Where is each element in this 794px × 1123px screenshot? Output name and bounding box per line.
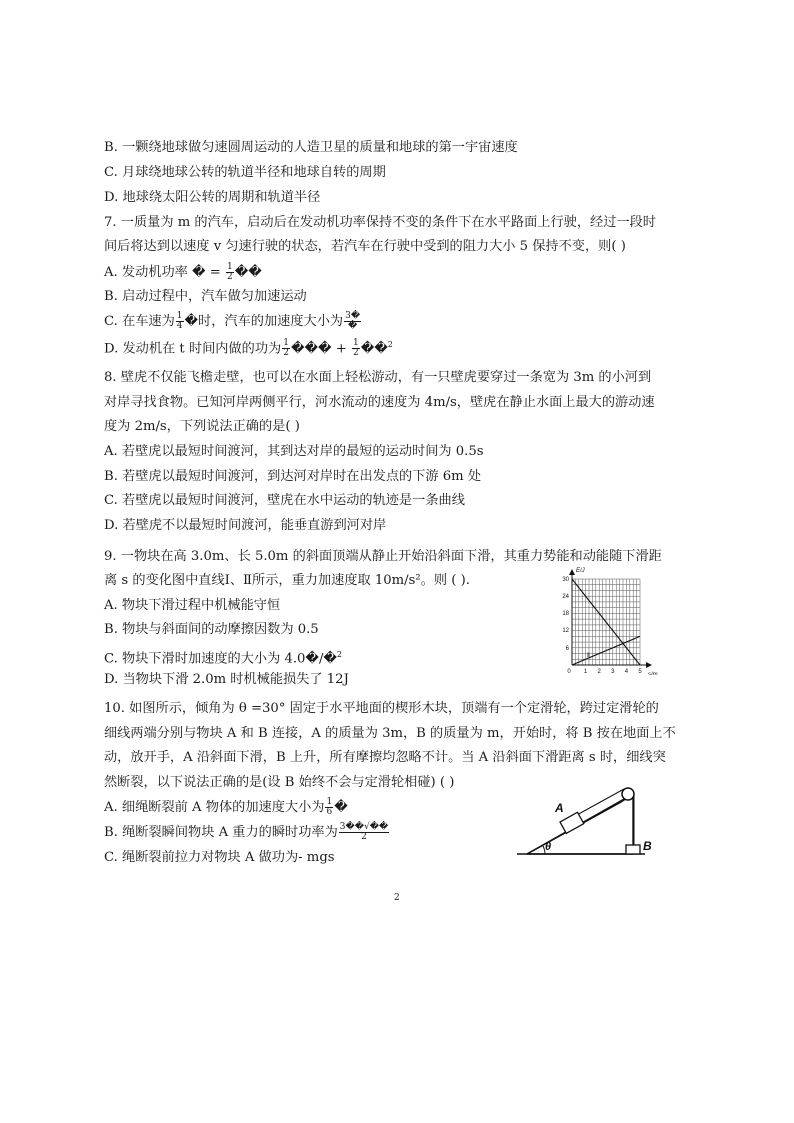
question-9-option-b: B. 物块与斜面间的动摩擦因数为 0.5 bbox=[104, 622, 319, 637]
question-10-option-c: C. 绳断裂前拉力对物块 A 做功为- mgs bbox=[104, 850, 335, 865]
numerator: 1 bbox=[176, 311, 183, 321]
option-a-text: A. 发动机功率 � = bbox=[104, 265, 225, 280]
fraction-power bbox=[339, 823, 389, 842]
option-c-text: C. 物块下滑时加速度的大小为 4.0�/� bbox=[104, 651, 337, 667]
numerator: 1 bbox=[227, 262, 233, 272]
y-tick-label: 24 bbox=[562, 594, 569, 600]
numerator: 3� bbox=[345, 311, 361, 321]
question-6-option-d: D. 地球绕太阳公转的周期和轨道半径 bbox=[104, 190, 321, 205]
x-tick-label: 2 bbox=[597, 669, 601, 675]
option-a-tail: � bbox=[334, 800, 348, 815]
denominator: 2 bbox=[361, 832, 367, 842]
question-8-option-d: D. 若壁虎不以最短时间渡河，能垂直游到河对岸 bbox=[104, 518, 387, 533]
question-8-stem-line-3: 度为 2m/s，下列说法正确的是( ) bbox=[104, 419, 300, 434]
label-a: A bbox=[555, 801, 564, 815]
question-8-option-a: A. 若壁虎以最短时间渡河，其到达对岸的最短的运动时间为 0.5s bbox=[104, 444, 484, 459]
x-tick-label: 0 bbox=[567, 669, 571, 675]
fraction-one-half bbox=[226, 263, 234, 282]
denominator: 6 bbox=[326, 807, 333, 817]
denominator: 2 bbox=[352, 348, 359, 359]
x-tick-label: 1 bbox=[583, 669, 588, 675]
y-tick-label: 6 bbox=[565, 646, 569, 652]
question-9-stem-line-2: 离 s 的变化图中直线Ⅰ、Ⅱ所示，重力加速度取 10m/s²。则 ( ). bbox=[104, 573, 470, 588]
option-d-text: D. 发动机在 t 时间内做的功为 bbox=[104, 341, 282, 357]
question-6-option-b: B. 一颗绕地球做匀速圆周运动的人造卫星的质量和地球的第一宇宙速度 bbox=[104, 140, 518, 155]
question-9-option-a: A. 物块下滑过程中机械能守恒 bbox=[104, 598, 281, 613]
denominator: 2 bbox=[227, 272, 233, 282]
fraction-one-half bbox=[352, 339, 360, 358]
x-axis-label: s/m bbox=[648, 672, 658, 675]
question-8-stem-line-2: 对岸寻找食物。已知河岸两侧平行，河水流动的速度为 4m/s，壁虎在静止水面上最大的游动速 bbox=[104, 395, 655, 410]
denominator: 4 bbox=[176, 321, 183, 331]
fraction-one-sixth bbox=[325, 798, 333, 817]
x-tick-label: 5 bbox=[638, 669, 642, 675]
question-7-option-d bbox=[104, 336, 393, 358]
question-10-stem-line-3: 动，放开手，A 沿斜面下滑，B 上升，所有摩擦均忽略不计。当 A 沿斜面下滑距离 s 时，细线突 bbox=[104, 750, 666, 765]
question-10-stem-line-1: 10. 如图所示，倾角为 θ =30° 固定于水平地面的楔形木块，顶端有一个定滑轮，跨过定滑轮的 bbox=[104, 701, 659, 716]
y-tick-label: 12 bbox=[562, 628, 569, 634]
denominator: � bbox=[347, 321, 358, 331]
option-d-middle: ��� + bbox=[290, 341, 351, 357]
question-7-option-a bbox=[104, 263, 262, 282]
y-axis-label: E/J bbox=[576, 568, 585, 574]
fraction-one-half bbox=[282, 339, 290, 358]
energy-distance-graph bbox=[550, 565, 670, 675]
option-c-middle: �时，汽车的加速度大小为 bbox=[184, 314, 344, 329]
option-c-text: C. 在车速为 bbox=[104, 314, 175, 329]
denominator: 2 bbox=[283, 348, 289, 359]
question-10-option-b bbox=[104, 823, 390, 842]
y-axis-arrow bbox=[569, 569, 575, 575]
option-a-tail: �� bbox=[234, 265, 262, 280]
question-8-option-c: C. 若壁虎以最短时间渡河，壁虎在水中运动的轨迹是一条曲线 bbox=[104, 493, 465, 508]
numerator: 1 bbox=[352, 338, 359, 349]
question-6-option-c: C. 月球绕地球公转的轨道半径和地球自转的周期 bbox=[104, 165, 386, 180]
question-8-option-b: B. 若壁虎以最短时间渡河，到达河对岸时在出发点的下游 6m 处 bbox=[104, 469, 482, 484]
line-II-label: Ⅱ bbox=[587, 653, 590, 659]
label-theta: θ bbox=[545, 841, 552, 853]
numerator: 1 bbox=[326, 797, 333, 807]
numerator: 1 bbox=[283, 338, 289, 349]
x-axis-arrow bbox=[646, 662, 652, 668]
question-7-stem-line-1: 7. 一质量为 m 的汽车，启动后在发动机功率保持不变的条件下在水平路面上行驶，经过一段时 bbox=[104, 215, 656, 230]
option-b-text: B. 绳断裂瞬间物块 A 重力的瞬时功率为 bbox=[104, 825, 338, 840]
numerator: 3��√�� bbox=[339, 822, 389, 832]
question-10-stem-line-2: 细线两端分别与物块 A 和 B 连接，A 的质量为 3m，B 的质量为 m，开始时，将 B 按在地面上不 bbox=[104, 726, 676, 741]
wedge-pulley-figure bbox=[515, 780, 665, 860]
x-tick-label: 3 bbox=[611, 669, 615, 675]
question-10-option-a bbox=[104, 798, 348, 817]
question-9-stem-line-1: 9. 一物块在高 3.0m、长 5.0m 的斜面顶端从静止开始沿斜面下滑，其重力势能和动能随下滑距 bbox=[104, 549, 662, 564]
y-tick-label: 18 bbox=[562, 611, 569, 617]
superscript-two: 2 bbox=[387, 340, 393, 349]
question-10-stem-line-4: 然断裂，以下说法正确的是(设 B 始终不会与定滑轮相碰) ( ) bbox=[104, 775, 455, 790]
question-9-option-d: D. 当物块下滑 2.0m 时机械能损失了 12J bbox=[104, 672, 349, 687]
question-8-stem-line-1: 8. 壁虎不仅能飞檐走壁，也可以在水面上轻松游动，有一只壁虎要穿过一条宽为 3m 的小河到 bbox=[104, 370, 652, 385]
superscript-two: 2 bbox=[336, 650, 342, 659]
question-7-stem-line-2: 间后将达到以速度 v 匀速行驶的状态，若汽车在行驶中受到的阻力大小 5 保持不变，则( ) bbox=[104, 239, 626, 254]
y-tick-label: 30 bbox=[562, 577, 569, 583]
block-a bbox=[560, 812, 584, 833]
x-tick-label: 4 bbox=[624, 669, 629, 675]
question-7-option-b: B. 启动过程中，汽车做匀加速运动 bbox=[104, 289, 307, 304]
fraction-acceleration bbox=[344, 312, 361, 331]
option-a-text: A. 细绳断裂前 A 物体的加速度大小为 bbox=[104, 800, 325, 815]
page-number: 2 bbox=[394, 893, 400, 903]
question-7-option-c bbox=[104, 312, 362, 331]
option-d-tail: �� bbox=[360, 341, 388, 357]
label-b: B bbox=[643, 839, 652, 853]
fraction-one-quarter bbox=[176, 312, 184, 331]
pulley bbox=[622, 788, 634, 800]
block-b bbox=[626, 845, 640, 854]
question-9-option-c bbox=[104, 646, 342, 668]
